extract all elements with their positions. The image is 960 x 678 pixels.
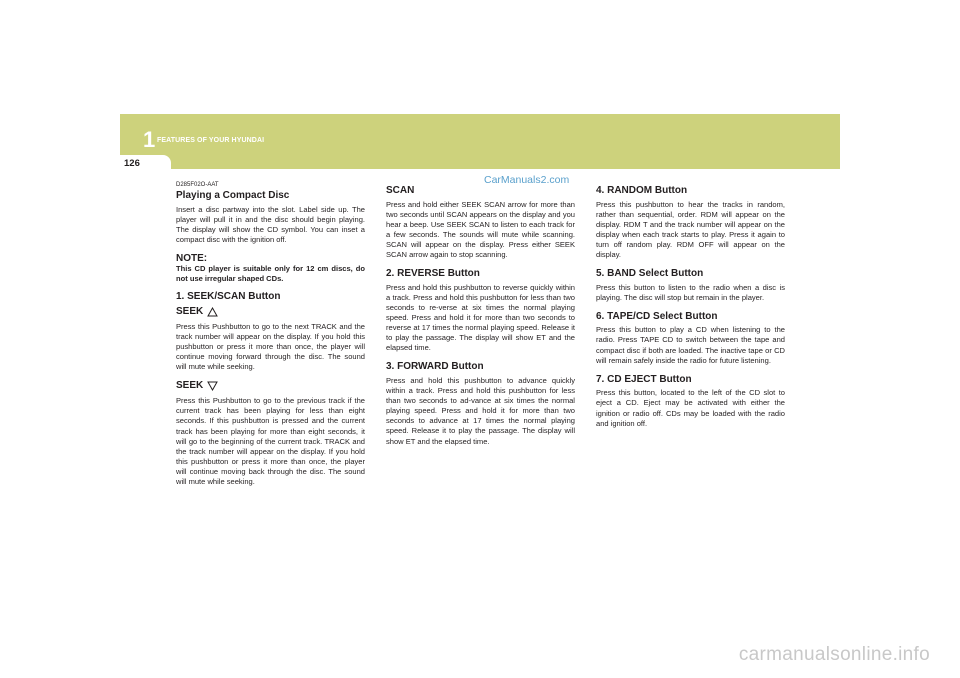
triangle-up-icon [207,307,218,317]
scan-heading: SCAN [386,185,415,196]
random-heading: 4. RANDOM Button [596,185,688,196]
tapecd-text: Press this button to play a CD when listening to the radio. Press TAPE CD to switch between the tape and compact disc if both are loaded. The inactive tape or CD will remain safely inside the radio for future listening. [596,325,785,365]
section-title: Playing a Compact Disc [176,190,290,201]
band-text: Press this button to listen to the radio when a disc is playing. The disc will stop but remain in the player. [596,282,785,302]
random-text: Press this pushbutton to hear the tracks in random, rather than sequential, order. RDM will appear on the display. RDM T and the track number will appear on the display when each track starts to play. Press it again to turn off random play. RDM OFF will appear on the display. [596,199,785,260]
column-1 [176,182,365,495]
section-code: D285F02O-AAT [176,182,219,188]
scan-text: Press and hold either SEEK SCAN arrow for more than two seconds until SCAN appears on the display and you hear a beep. Use SEEK SCAN to listen to each track for a few seconds. The sounds will mute while scanning. SCAN will appear on the display. Press either SEEK SCAN arrow again to stop scanning. [386,199,575,260]
eject-text: Press this button, located to the left of the CD slot to eject a CD. Eject may be activated with either the ignition or radio off. CDs may be loaded with the radio and ignition off. [596,388,785,428]
seek-down-label: SEEK [176,380,204,392]
page-number: 126 [124,158,140,169]
seek-up-label: SEEK [176,305,204,317]
chapter-number: 1 [143,127,156,152]
triangle-down-icon [207,381,218,391]
tapecd-heading: 6. TAPE/CD Select Button [596,310,718,322]
chapter-title: FEATURES OF YOUR HYUNDAI [157,137,265,144]
forward-text: Press and hold this pushbutton to advance quickly within a track. Press and hold this pushbutton for less than two seconds to ad-vance at six times the normal playing speed. Press and hold it for more than two seconds to advance at 17 times the normal playing speed. Release it to play the passage. The display will show ET and the elapsed time. [386,375,575,446]
watermark-link[interactable]: CarManuals2.com [484,174,570,186]
note-body: This CD player is suitable only for 12 cm discs, do not use irregular shaped CDs. [176,263,365,284]
seek-down-text: Press this Pushbutton to go to the previous track if the current track has been playing for less than eight seconds. If this pushbutton is pressed and the current track has been playing for more than eight seconds, it will go to the beginning of the current track. TRACK and the track number will appear on the display. If you hold this pushbutton or press it more than once, the player will continue moving back through the disc. The sound will mute while seeking. [176,396,365,487]
band-heading: 5. BAND Select Button [596,268,704,280]
footer-watermark[interactable]: carmanualsonline.info [738,644,930,665]
reverse-heading: 2. REVERSE Button [386,268,480,280]
column-2 [386,185,575,455]
seek-scan-heading: 1. SEEK/SCAN Button [176,291,281,303]
seek-up-text: Press this Pushbutton to go to the next TRACK and the track number will appear on the display. If you hold this pushbutton or press it more than once, the player will continue moving forward through the disc. The sound will mute while seeking. [176,321,365,372]
eject-heading: 7. CD EJECT Button [596,373,692,385]
intro-paragraph: Insert a disc partway into the slot. Label side up. The player will pull it in and the disc should begin playing. The display will show the CD symbol. You can inset a compact disc with the ignition off. [176,204,365,244]
seek-down-heading [176,380,365,392]
forward-heading: 3. FORWARD Button [386,361,484,373]
seek-up-heading [176,306,365,318]
column-3 [596,185,785,437]
reverse-text: Press and hold this pushbutton to reverse quickly within a track. Press and hold this pushbutton for less than two seconds to re-verse at six times the normal playing speed. Press and hold it for more than two seconds to reverse at 17 times the normal playing speed. Release it to play the passage. The display will show ET and the elapsed time. [386,282,575,353]
note-title: NOTE: [176,252,208,264]
